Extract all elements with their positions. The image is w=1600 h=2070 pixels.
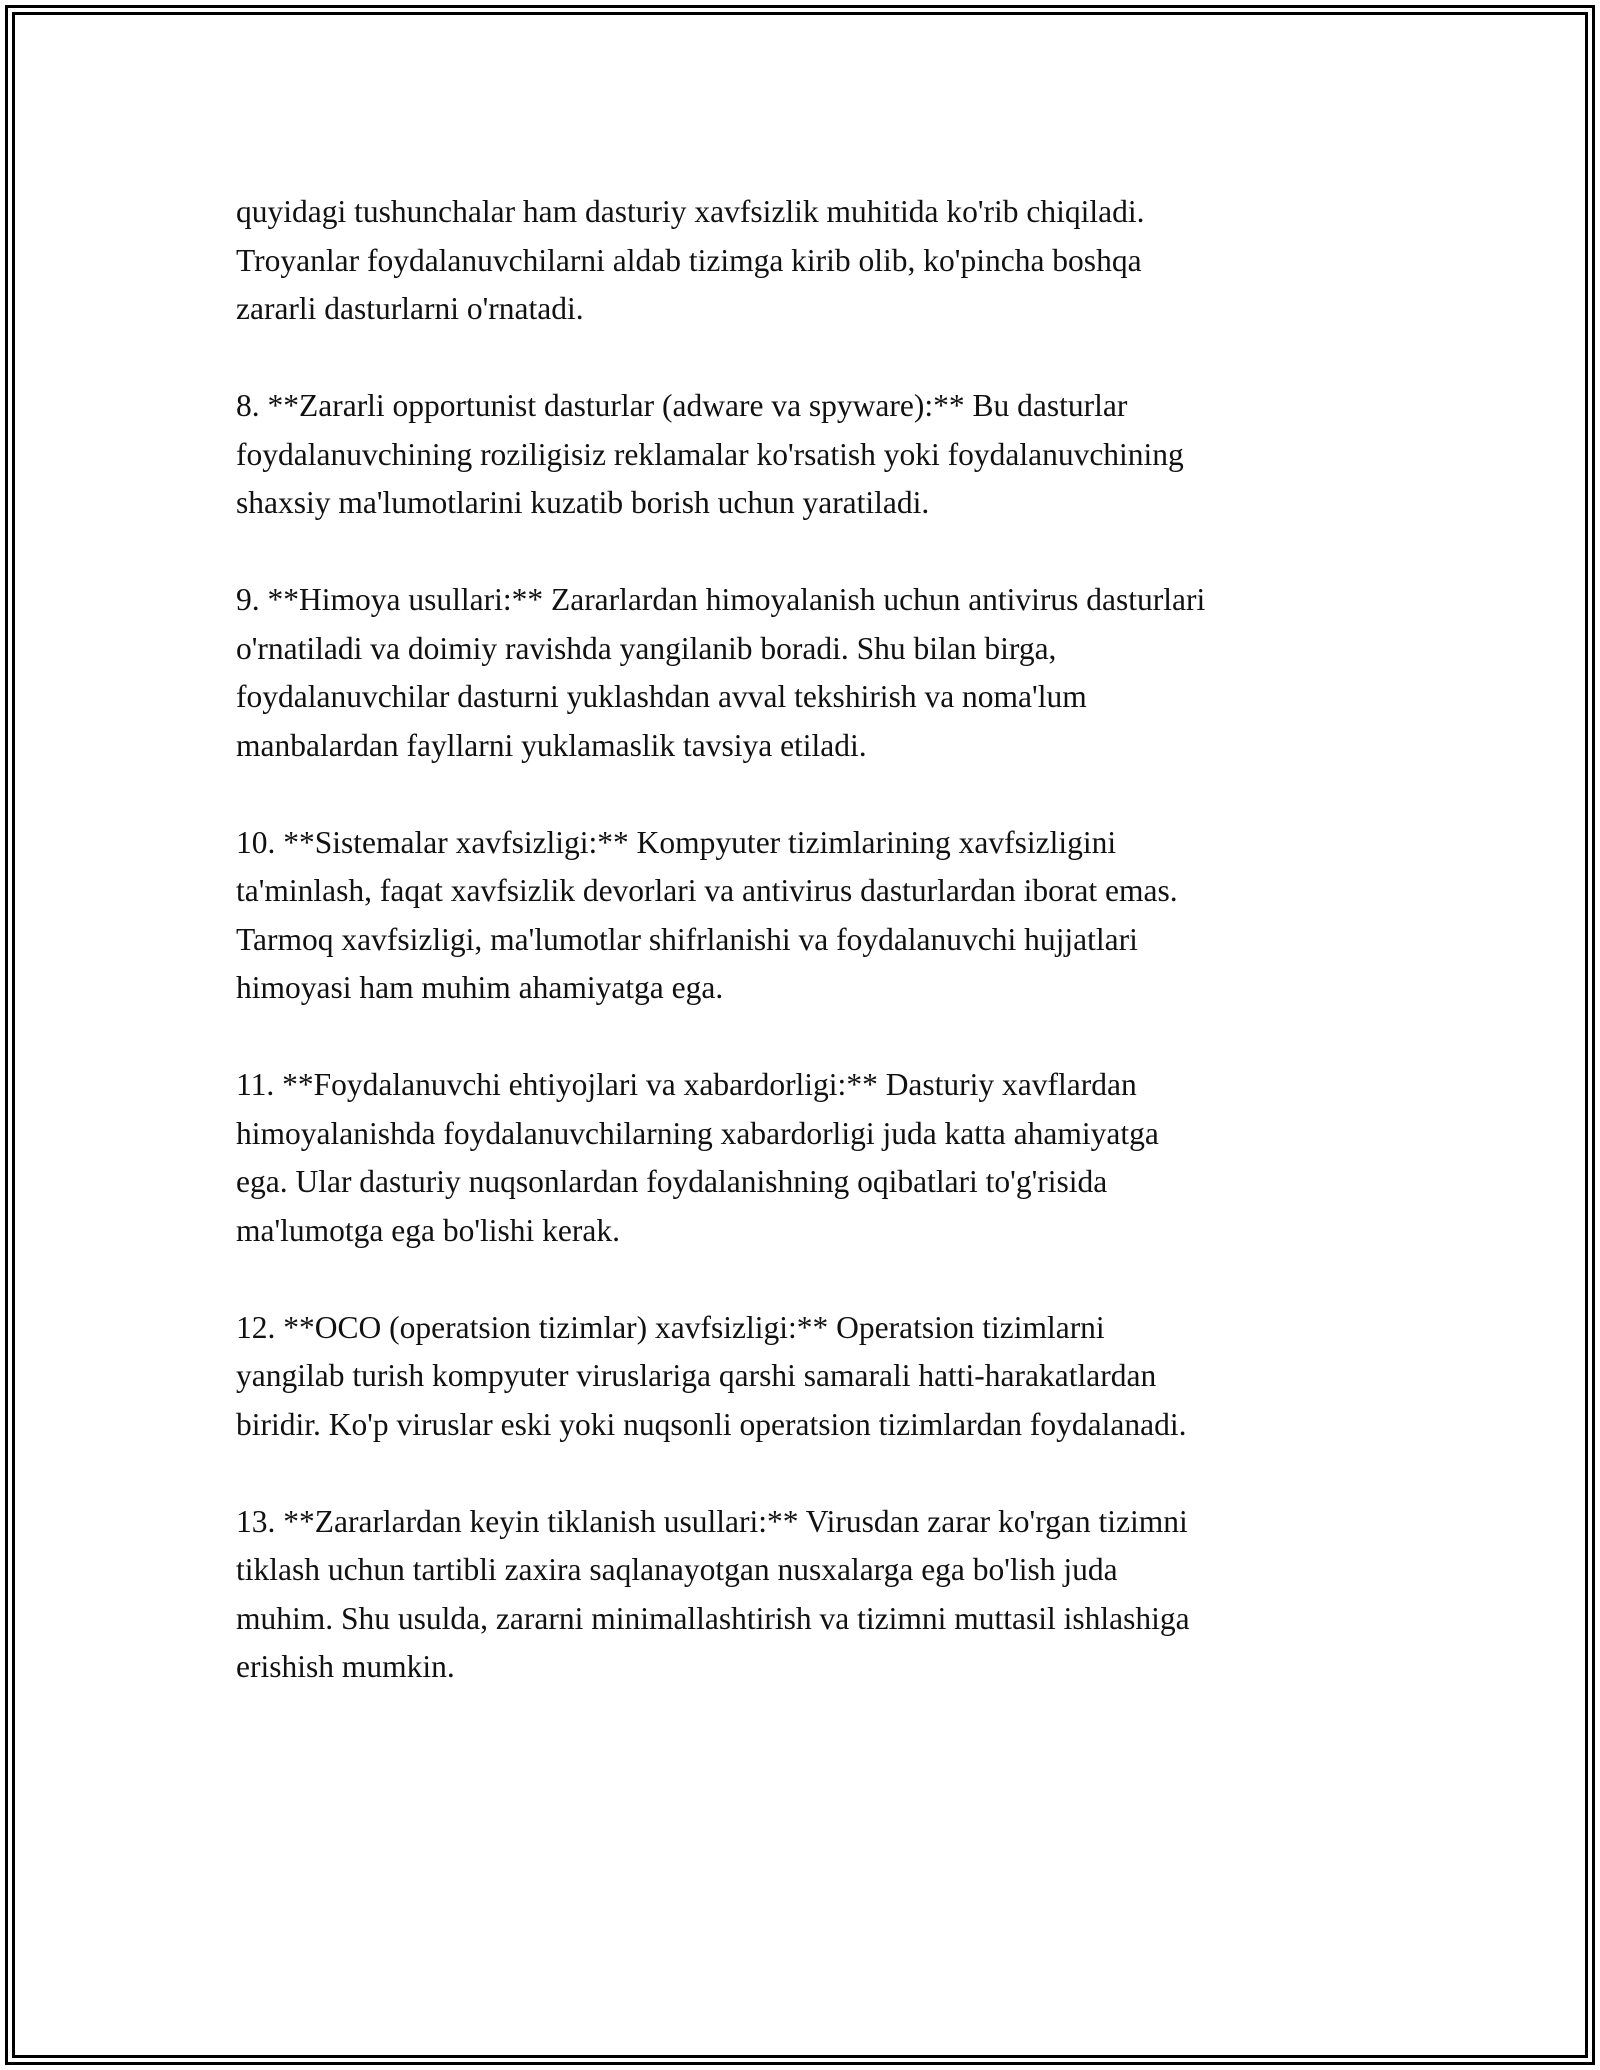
text-line: Tarmoq xavfsizligi, ma'lumotlar shifrlanishi va foydalanuvchi hujjatlari — [236, 921, 1138, 957]
paragraph-item-13 — [236, 1498, 1376, 1692]
paragraph-item-10 — [236, 819, 1376, 1013]
text-line: shaxsiy ma'lumotlarini kuzatib borish uchun yaratiladi. — [236, 485, 930, 520]
text-line: biridir. Ko'p viruslar eski yoki nuqsonli operatsion tizimlardan foydalanadi. — [236, 1406, 1187, 1442]
text-line: o'rnatiladi va doimiy ravishda yangilanib boradi. Shu bilan birga, — [236, 630, 1057, 666]
paragraph-item-11 — [236, 1061, 1376, 1255]
text-line: 9. **Himoya usullari:** Zararlardan himoyalanish uchun antivirus dasturlari — [236, 582, 1206, 617]
text-line: zararli dasturlarni o'rnatadi. — [236, 291, 584, 326]
text-line: muhim. Shu usulda, zararni minimallashtirish va tizimni muttasil ishlashiga — [236, 1600, 1190, 1636]
paragraph-item-9 — [236, 576, 1376, 770]
text-line: erishish mumkin. — [236, 1649, 455, 1684]
text-line: ega. Ular dasturiy nuqsonlardan foydalanishning oqibatlari to'g'risida — [236, 1164, 1108, 1199]
text-line: tiklash uchun tartibli zaxira saqlanayotgan nusxalarga ega bo'lish juda — [236, 1552, 1118, 1587]
document-body — [236, 188, 1376, 1740]
text-line: 10. **Sistemalar xavfsizligi:** Kompyuter tizimlarining xavfsizligini — [236, 824, 1117, 860]
text-line: manbalardan fayllarni yuklamaslik tavsiya etiladi. — [236, 727, 867, 763]
text-line: 12. **OCO (operatsion tizimlar) xavfsizligi:** Operatsion tizimlarni — [236, 1309, 1105, 1345]
text-line: himoyalanishda foydalanuvchilarning xabardorligi juda katta ahamiyatga — [236, 1115, 1159, 1151]
text-line: 13. **Zararlardan keyin tiklanish usullari:** Virusdan zarar ko'rgan tizimni — [236, 1503, 1188, 1539]
text-line: foydalanuvchining roziligisiz reklamalar ko'rsatish yoki foydalanuvchining — [236, 436, 1184, 472]
text-line: 11. **Foydalanuvchi ehtiyojlari va xabardorligi:** Dasturiy xavflardan — [236, 1067, 1137, 1102]
text-line: quyidagi tushunchalar ham dasturiy xavfsizlik muhitida ko'rib chiqiladi. — [236, 194, 1145, 229]
text-line: ta'minlash, faqat xavfsizlik devorlari va antivirus dasturlardan iborat emas. — [236, 873, 1178, 908]
text-line: ma'lumotga ega bo'lishi kerak. — [236, 1212, 620, 1248]
text-line: 8. **Zararli opportunist dasturlar (adware va spyware):** Bu dasturlar — [236, 388, 1128, 423]
text-line: Troyanlar foydalanuvchilarni aldab tizimga kirib olib, ko'pincha boshqa — [236, 242, 1142, 278]
text-line: himoyasi ham muhim ahamiyatga ega. — [236, 970, 724, 1005]
text-line: foydalanuvchilar dasturni yuklashdan avval tekshirish va noma'lum — [236, 679, 1087, 714]
paragraph-item-12 — [236, 1304, 1376, 1450]
text-line: yangilab turish kompyuter viruslariga qarshi samarali hatti-harakatlardan — [236, 1358, 1157, 1393]
paragraph-item-8 — [236, 382, 1376, 528]
paragraph-troyanlar — [236, 188, 1376, 334]
